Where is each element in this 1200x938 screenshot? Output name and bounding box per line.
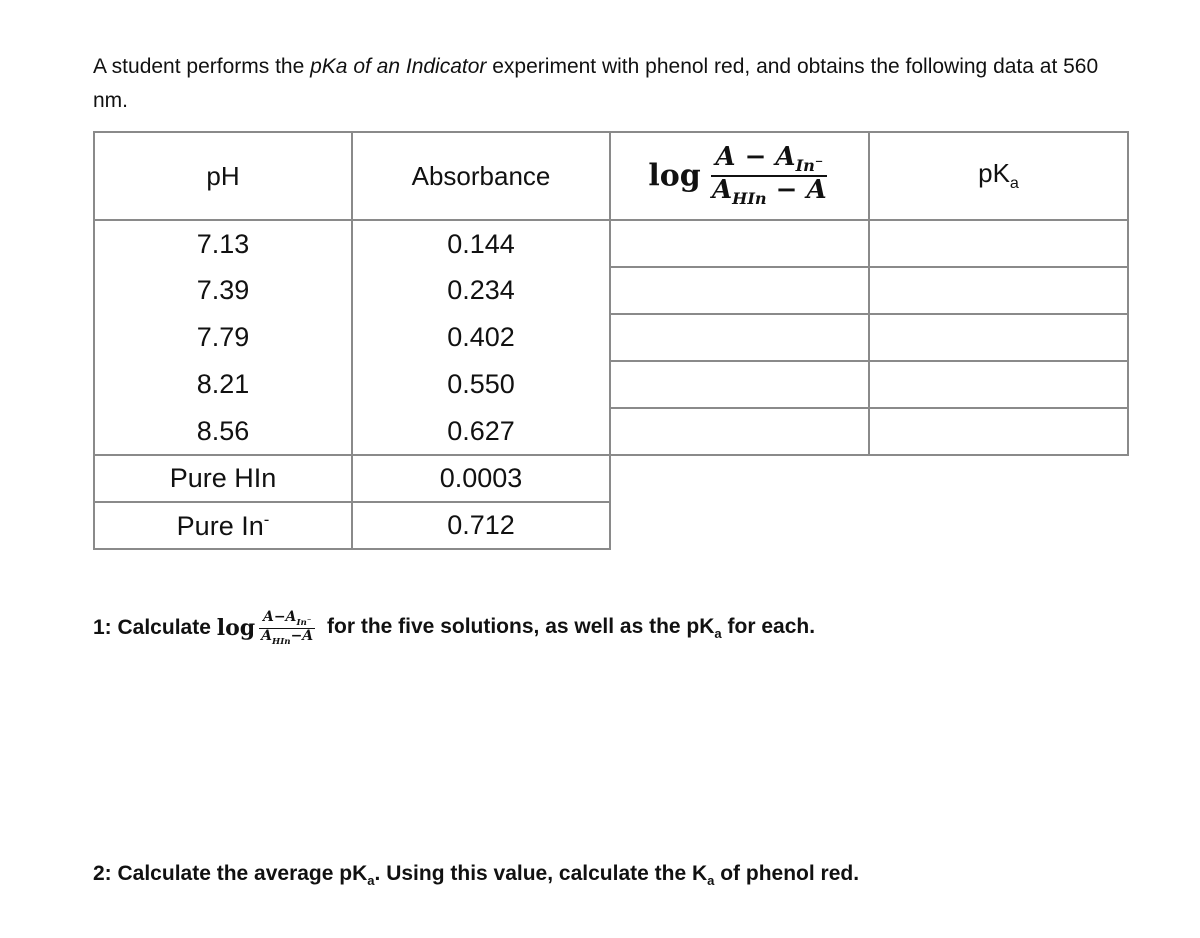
question-1 [93, 610, 815, 647]
question-1-numerator: $A-A_{In^-}$ [259, 610, 315, 629]
intro-text-1: A student performs the [93, 55, 311, 78]
pka-cell[interactable] [869, 361, 1128, 408]
question-2: 2: Calculate the average $pK_a$. Using this value, calculate the $K_a$ of phenol red. [93, 862, 860, 889]
table-header-row [94, 132, 1128, 220]
pka-cell[interactable] [869, 314, 1128, 361]
table-row [94, 361, 1128, 408]
question-1-log: log [216, 615, 256, 642]
header-pka: $pK_a$ [869, 132, 1128, 220]
ph-cell: 7.39 [94, 267, 352, 314]
header-ph: pH [94, 132, 352, 220]
question-1-denominator: $A_{HIn}-A$ [261, 627, 314, 647]
pka-cell[interactable] [869, 267, 1128, 314]
log-ratio-cell[interactable] [610, 408, 869, 455]
absorbance-cell: 0.402 [352, 314, 610, 361]
intro-text-2: experiment with phenol red, and obtains the following data at 560 nm. [93, 55, 1099, 112]
question-1-prefix: 1: Calculate [93, 616, 217, 640]
pure-hin-absorbance: 0.0003 [352, 455, 610, 502]
header-fraction-numerator: $A - A_{In^-}$ [711, 144, 827, 177]
pure-hin-row [94, 455, 1128, 502]
log-ratio-cell[interactable] [610, 314, 869, 361]
ph-cell: 8.21 [94, 361, 352, 408]
header-absorbance: Absorbance [352, 132, 610, 220]
log-ratio-cell[interactable] [610, 361, 869, 408]
ph-cell: 7.79 [94, 314, 352, 361]
table-row [94, 267, 1128, 314]
intro-paragraph [93, 50, 1133, 118]
absorbance-cell: 0.144 [352, 220, 610, 267]
header-log-ratio [610, 132, 869, 220]
header-fraction-denominator: $A_{HIn} - A$ [711, 175, 827, 209]
pure-in-label: Pure In- [94, 502, 352, 549]
pure-hin-label: Pure HIn [94, 455, 352, 502]
absorbance-cell: 0.627 [352, 408, 610, 455]
header-log-label: log [648, 158, 701, 194]
absorbance-cell: 0.234 [352, 267, 610, 314]
log-ratio-cell[interactable] [610, 267, 869, 314]
ph-cell: 7.13 [94, 220, 352, 267]
log-ratio-cell[interactable] [610, 220, 869, 267]
pure-in-row [94, 502, 1128, 549]
data-table [93, 131, 1129, 550]
intro-experiment-name: pKa of an Indicator [310, 55, 487, 78]
table-row [94, 314, 1128, 361]
pka-cell[interactable] [869, 220, 1128, 267]
table-row [94, 408, 1128, 455]
pka-cell[interactable] [869, 408, 1128, 455]
question-1-suffix: for the five solutions, as well as the $pK_a$ for each. [321, 615, 816, 642]
question-1-fraction [257, 610, 317, 647]
header-log-fraction [708, 141, 831, 209]
absorbance-cell: 0.550 [352, 361, 610, 408]
table-row [94, 220, 1128, 267]
ph-cell: 8.56 [94, 408, 352, 455]
pure-in-absorbance: 0.712 [352, 502, 610, 549]
